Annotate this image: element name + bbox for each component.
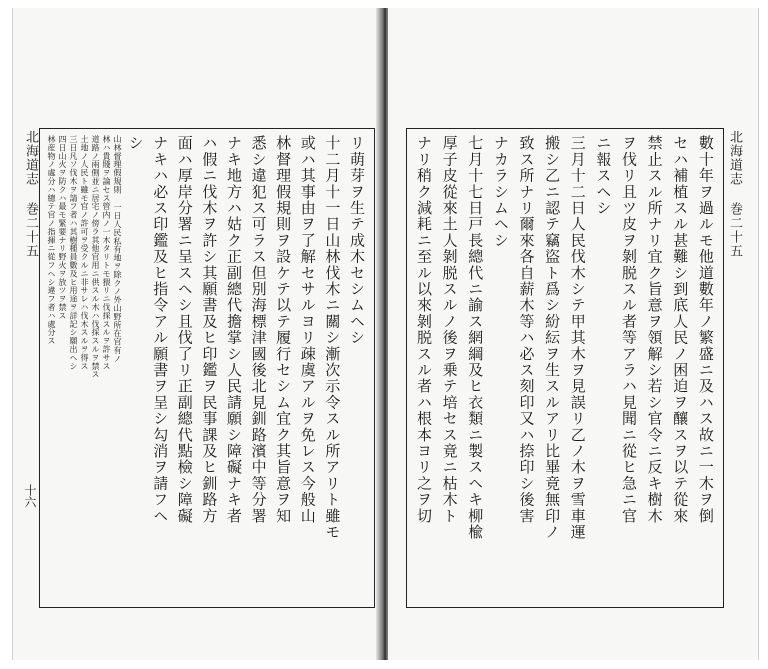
text-column: ナキハ必ス印鑑及ヒ指令アル願書ヲ呈シ勾消ヲ請フヘ [151,135,170,524]
text-column: 三月十二日人民伐木シテ甲其木ヲ見誤リ乙ノ木ヲ雪車運 [568,135,587,540]
text-column: 數十年ヲ過ルモ他道數年ノ繁盛ニ及ハス故ニ一木ヲ倒 [696,135,715,524]
text-column: セハ補植スル甚難シ到底人民ノ困迫ヲ釀スヲ以テ從來 [671,135,690,524]
text-column: ナキ地方ハ姑ク正副總代擔掌シ人民請願シ障礙ナキ者 [224,135,243,524]
text-column: 十二月十一日山林伐木ニ關シ漸次示令スル所アリト雖モ [323,135,342,540]
annotation-column: 山林督理假規則 一日人民私有地ヲ除クノ外山野所在官有ノ [113,135,122,363]
text-column: ナリ稍ク減耗ニ至ル以來剝脱スル者ハ根本ヨリ之ヲ切 [415,135,433,524]
text-column: ニ報スヘシ [594,135,613,216]
text-column: 林督理假規則ヲ設ケテ以テ履行セシム宜ク其旨意ヲ知 [274,135,293,524]
text-column: 悉シ違犯ス可ラス但別海標津國後北見釧路濱中等分署 [249,135,268,524]
right-margin-title: 北海道志 巻二十五 [727,130,742,258]
annotation-column: 三日凡ソ伐木ヲ請フ者ハ其樹種員數及ヒ用途ヲ詳記シ願出ヘシ [69,135,78,371]
annotation-column: 林産物ノ處分ハ總テ官ノ指揮ニ從フヘシ違フ者ハ處分ス [47,135,56,345]
annotation-column: 林ハ貴賤ヲ論セス管内ノ一木タリトモ猥リニ伐採スルヲ許サス [102,135,111,371]
text-column: 面ハ厚岸分署ニ呈スヘシ且伐了リ正副總代點檢シ障礙 [175,135,194,524]
text-column: 致ス所ナリ爾來各自薪木等ハ必ス刻印又ハ捺印シ後害 [517,135,536,524]
left-text-frame [39,128,375,608]
left-text-columns [46,135,368,601]
text-column: ナカラシムヘシ [491,135,510,249]
text-column: シ [126,135,145,152]
text-column: 七月十七日戸長總代ニ諭ス網綱及ヒ衣類ニ製スヘキ柳楡 [466,135,485,540]
left-page [12,8,383,660]
text-column: 厚子皮從來土人剝脱スルノ後ヲ乗テ培セス竟ニ枯木ト [440,135,459,524]
text-column: ヲ伐リ且ツ皮ヲ剝脱スル者等アラハ見聞ニ從ヒ急ニ官 [620,135,638,524]
right-text-columns [413,135,717,601]
text-column: 搬シ乙ニ認テ竊盜ト爲シ紛紜ヲ生スルアリ比畢竟無印ノ [543,135,562,540]
text-column: リ萌芽ヲ生テ成木セシムヘシ [347,135,366,346]
text-column: ハ假ニ伐木ヲ許シ其願書及ヒ印鑑ヲ民事課及ヒ釧路方 [200,135,219,524]
right-text-frame [406,128,724,608]
text-column: 禁止スル所ナリ宜ク旨意ヲ領解シ若シ官令ニ反キ樹木 [645,135,664,524]
left-folio-number: 十六 [23,484,37,508]
annotation-column: 四日山火ヲ防クハ最モ緊要ナリ野火ヲ放ツヲ禁ス [58,135,67,320]
left-margin-title: 北海道志 巻二十五 [23,130,38,258]
text-column: 或ハ其事由ヲ了解セサルヨリ疎虞アルヲ免レス今般山 [298,135,317,524]
right-page [388,8,759,660]
annotation-column: 土地ノ人民ト雖モ官ノ許可ヲ受クルニ非サレハ伐木スルヲ得ス [80,135,89,371]
annotation-column: 道路ノ兩側並ニ居宅ノ傍ラ其他官用ニ供スル木ハ伐採スルヲ禁ス [91,135,100,379]
annotation-columns [46,135,122,601]
